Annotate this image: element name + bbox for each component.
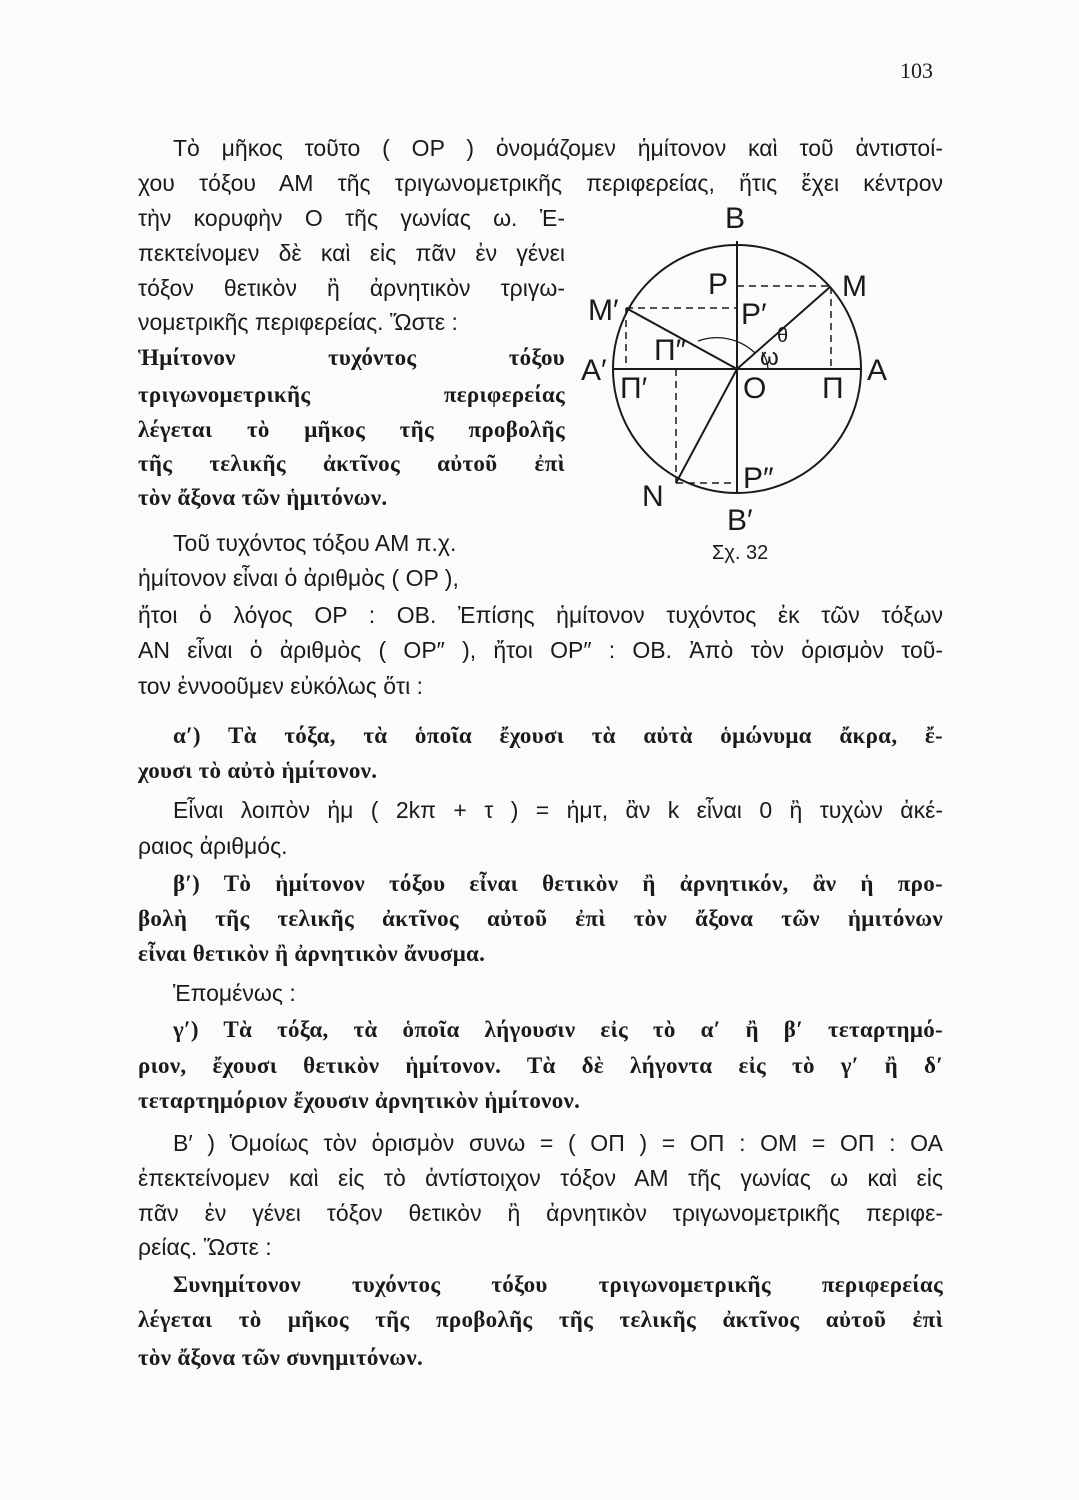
text-line: νομετρικῆς περιφερείας. Ὥστε : [138,309,458,335]
text-line: χουσι τὸ αὐτὸ ἡμίτονον. [138,758,378,783]
text-line: βολὴ τῆς τελικῆς ἀκτῖνος αὐτοῦ ἐπὶ τὸν ἄξονα τῶν ἡμιτόνων [138,906,943,931]
label-p: P [708,268,729,301]
text-line: Συνημίτονον τυχόντος τόξου τριγωνομετρικῆς περιφερείας [173,1272,943,1297]
label-pi2: Π″ [654,334,687,367]
label-omega: ω [760,344,779,371]
text-line: β′) Τὸ ἡμίτονον τόξου εἶναι θετικὸν ἢ ἀρνητικόν, ἂν ἡ προ- [173,871,943,896]
text-line: Εἶναι λοιπὸν ἡμ ( 2kπ + τ ) = ἡμτ, ἂν k εἶναι 0 ἢ τυχὼν ἀκέ- [173,797,943,823]
text-line: Τοῦ τυχόντος τόξου ΑΜ π.χ. [173,530,457,556]
label-b2: B′ [727,504,753,537]
label-pi1: Π′ [620,372,648,405]
text-line: γ′) Τὰ τόξα, τὰ ὁποῖα λήγουσιν εἰς τὸ α′ ἢ β′ τεταρτημό- [173,1017,943,1042]
text-line: ΑΝ εἶναι ὁ ἀριθμὸς ( ΟΡ″ ), ἤτοι ΟΡ″ : ΟΒ. Ἀπὸ τὸν ὁρισμὸν τοῦ- [138,637,943,663]
figure-unit-circle [580,200,900,570]
text-line: τεταρτημόριον ἔχουσιν ἀρνητικὸν ἡμίτονον. [138,1088,581,1113]
figure-caption: Σχ. 32 [712,542,769,564]
text-line: τὴν κορυφὴν Ο τῆς γωνίας ω. Ἐ- [138,205,565,231]
label-m: M [842,270,867,303]
label-m2: M′ [588,294,619,327]
text-line: Ἡμίτονον τυχόντος τόξου [138,345,565,370]
text-line: λέγεται τὸ μῆκος τῆς προβολῆς [138,417,565,442]
text-line: α′) Τὰ τόξα, τὰ ὁποῖα ἔχουσι τὰ αὐτὰ ὁμώνυμα ἄκρα, ἔ- [173,723,943,748]
text-line: τον ἐννοοῦμεν εὐκόλως ὅτι : [138,673,424,699]
label-theta: θ [777,325,789,347]
text-line: τῆς τελικῆς ἀκτῖνος αὐτοῦ ἐπὶ [138,451,565,476]
angle-arc-theta [698,338,755,353]
text-line: Τὸ μῆκος τοῦτο ( ΟΡ ) ὀνομάζομεν ἡμίτονον καὶ τοῦ ἀντιστοί- [173,135,943,161]
label-a2: A′ [581,354,607,387]
text-line: ἤτοι ὁ λόγος ΟΡ : ΟΒ. Ἐπίσης ἡμίτονον τυχόντος ἐκ τῶν τόξων [138,602,943,628]
radius-on [676,369,737,483]
label-a: A [867,354,888,387]
text-line: ριον, ἔχουσι θετικὸν ἡμίτονον. Τὰ δὲ λήγοντα εἰς τὸ γ′ ἢ δ′ [138,1053,943,1078]
text-line: Ἑπομένως : [173,980,296,1006]
text-line: τριγωνομετρικῆς περιφερείας [138,382,565,407]
text-line: εἶναι θετικὸν ἢ ἀρνητικὸν ἄνυσμα. [138,941,486,966]
label-b: B [725,202,746,235]
text-line: ρείας. Ὥστε : [138,1234,272,1260]
text-line: πᾶν ἐν γένει τόξον θετικὸν ἢ ἀρνητικὸν τριγωνομετρικῆς περιφε- [138,1200,943,1226]
label-p1: P′ [741,298,767,331]
text-line: πεκτείνομεν δὲ καὶ εἰς πᾶν ἐν γένει [138,240,565,266]
text-line: ἐπεκτείνομεν καὶ εἰς τὸ ἀντίστοιχον τόξον ΑΜ τῆς γωνίας ω καὶ εἰς [138,1165,943,1191]
text-line: ἡμίτονον εἶναι ὁ ἀριθμὸς ( ΟΡ ), [138,565,459,591]
label-pi: Π [822,372,844,405]
text-line: τόξον θετικὸν ἢ ἀρνητικὸν τριγω- [138,275,565,301]
text-line: χου τόξου ΑΜ τῆς τριγωνομετρικῆς περιφερείας, ἥτις ἔχει κέντρον [138,170,943,196]
label-n: N [642,480,664,513]
text-line: τὸν ἄξονα τῶν συνημιτόνων. [138,1345,424,1370]
label-p2: P″ [743,462,774,495]
text-line: τὸν ἄξονα τῶν ἡμιτόνων. [138,485,388,510]
page-number: 103 [900,58,933,83]
label-o: O [743,372,767,405]
text-line: λέγεται τὸ μῆκος τῆς προβολῆς τῆς τελικῆς ἀκτῖνος αὐτοῦ ἐπὶ [138,1307,943,1332]
text-line: ραιος ἀριθμός. [138,833,288,859]
text-line: Β′ ) Ὁμοίως τὸν ὁρισμὸν συνω = ( ΟΠ ) = ΟΠ : ΟΜ = ΟΠ : ΟΑ [173,1130,943,1156]
